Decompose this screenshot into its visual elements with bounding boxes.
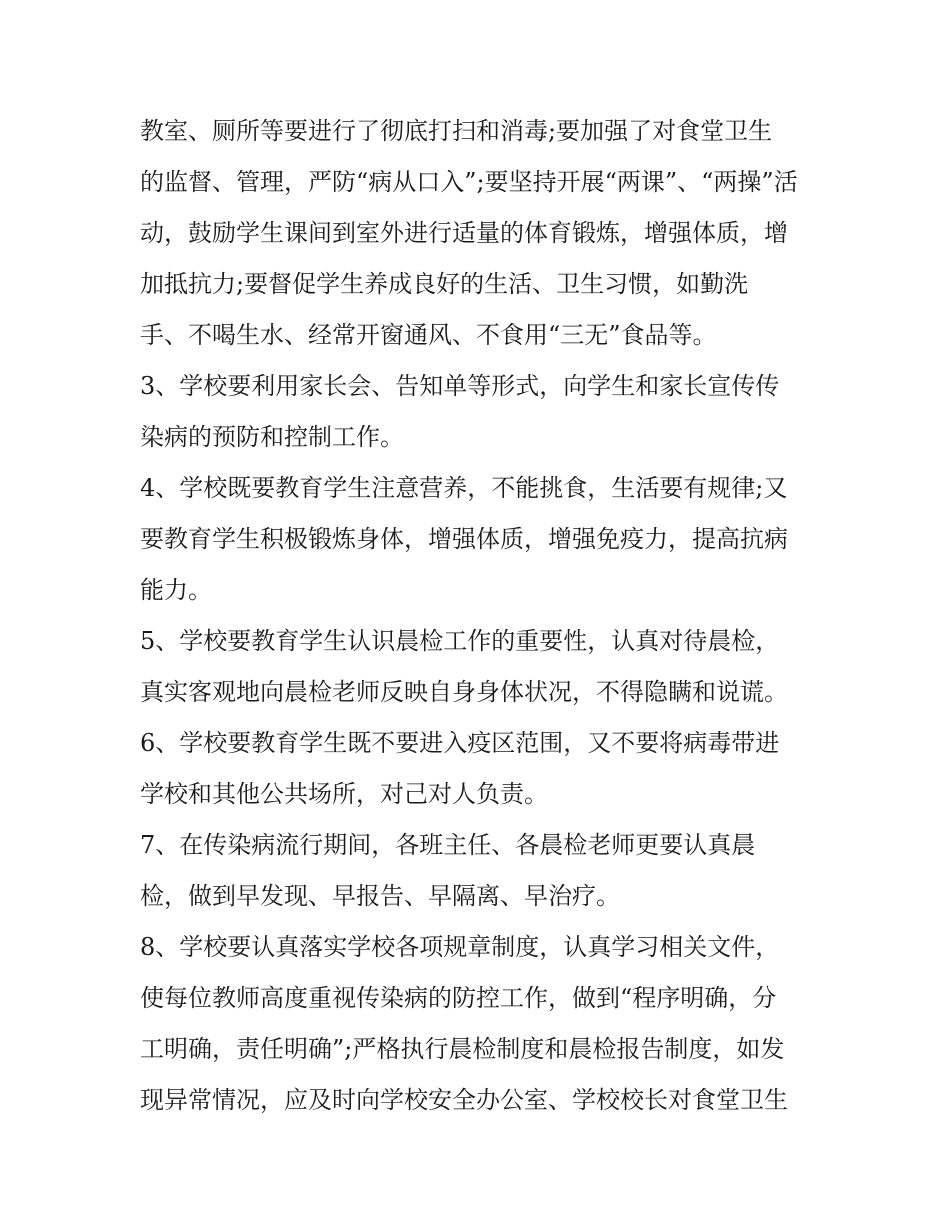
text-line: 染病的预防和控制工作。 <box>140 423 404 451</box>
text-line: 8、学校要认真落实学校各项规章制度，认真学习相关文件， <box>140 933 780 961</box>
text-line: 能力。 <box>140 576 212 604</box>
text-line: 动，鼓励学生课间到室外进行适量的体育锻炼，增强体质，增 <box>140 219 788 247</box>
text-line: 5、学校要教育学生认识晨检工作的重要性，认真对待晨检， <box>140 627 780 655</box>
text-line: 检，做到早发现、早报告、早隔离、早治疗。 <box>140 882 620 910</box>
text-line: 使每位教师高度重视传染病的防控工作，做到“程序明确，分 <box>140 984 777 1012</box>
text-line: 手、不喝生水、经常开窗通风、不食用“三无”食品等。 <box>140 321 717 349</box>
text-line: 教室、厕所等要进行了彻底打扫和消毒;要加强了对食堂卫生 <box>140 117 773 145</box>
text-line: 真实客观地向晨检老师反映自身身体状况，不得隐瞒和说谎。 <box>140 678 788 706</box>
text-line: 7、在传染病流行期间，各班主任、各晨检老师更要认真晨 <box>140 831 756 859</box>
text-line: 6、学校要教育学生既不要进入疫区范围，又不要将病毒带进 <box>140 729 780 757</box>
body-text <box>140 106 820 1126</box>
text-line: 要教育学生积极锻炼身体，增强体质，增强免疫力，提高抗病 <box>140 525 788 553</box>
text-line: 3、学校要利用家长会、告知单等形式，向学生和家长宣传传 <box>140 372 780 400</box>
text-line: 的监督、管理，严防“病从口入”;要坚持开展“两课”、“两操”活 <box>140 168 798 196</box>
text-line: 4、学校既要教育学生注意营养，不能挑食，生活要有规律;又 <box>140 474 788 502</box>
text-line: 学校和其他公共场所，对己对人负责。 <box>140 780 548 808</box>
text-line: 加抵抗力;要督促学生养成良好的生活、卫生习惯，如勤洗 <box>140 270 749 298</box>
text-line: 现异常情况，应及时向学校安全办公室、学校校长对食堂卫生 <box>140 1086 788 1114</box>
text-line: 工明确，责任明确”;严格执行晨检制度和晨检报告制度，如发 <box>140 1035 785 1063</box>
